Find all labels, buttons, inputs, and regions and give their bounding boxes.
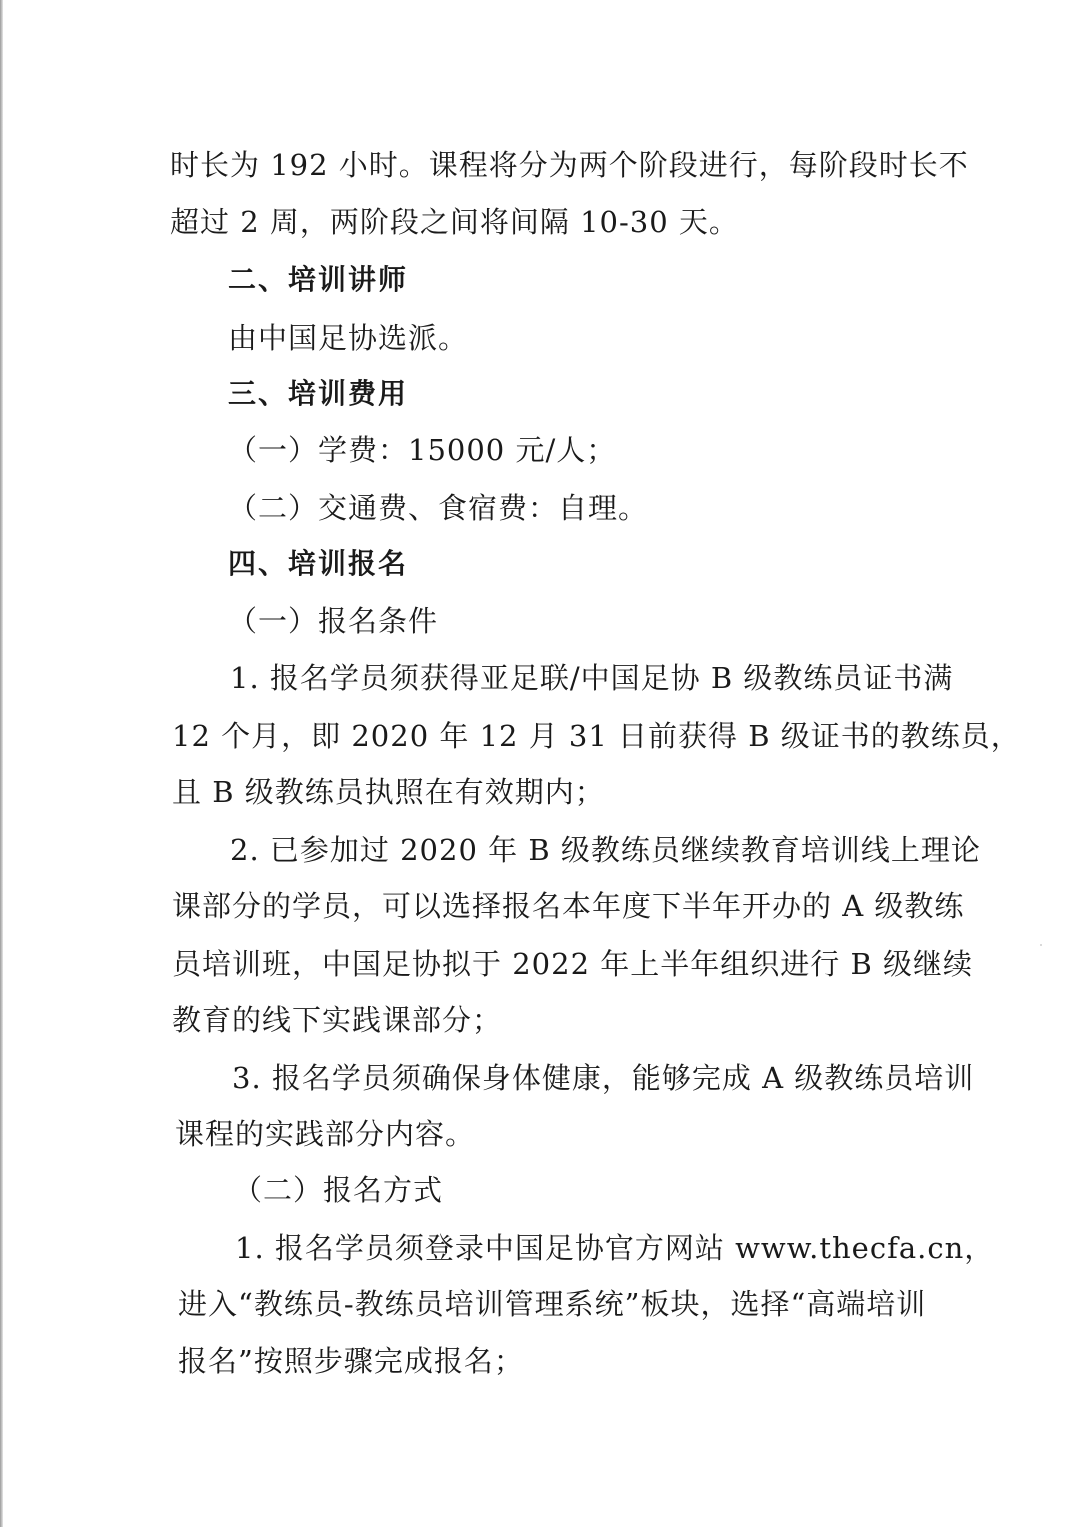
body-line: 超过 2 周，两阶段之间将间隔 10-30 天。 bbox=[170, 205, 739, 239]
body-line: 课部分的学员，可以选择报名本年度下半年开办的 A 级教练 bbox=[172, 889, 965, 923]
body-line: 12 个月，即 2020 年 12 月 31 日前获得 B 级证书的教练员， bbox=[172, 719, 1021, 753]
subsection-heading: （二）报名方式 bbox=[233, 1173, 444, 1207]
body-line: （一）学费：15000 元/人； bbox=[228, 433, 617, 467]
subsection-heading: （一）报名条件 bbox=[228, 604, 439, 638]
section-heading: 四、培训报名 bbox=[228, 547, 409, 580]
body-line: 进入“教练员-教练员培训管理系统”板块，选择“高端培训 bbox=[178, 1287, 927, 1321]
body-line: （二）交通费、食宿费：自理。 bbox=[228, 491, 649, 525]
body-line: 2. 已参加过 2020 年 B 级教练员继续教育培训线上理论 bbox=[230, 833, 981, 867]
section-heading: 二、培训讲师 bbox=[228, 263, 409, 296]
body-line: 员培训班，中国足协拟于 2022 年上半年组织进行 B 级继续 bbox=[172, 947, 973, 981]
body-line: 报名”按照步骤完成报名； bbox=[178, 1344, 524, 1378]
body-line: 1. 报名学员须获得亚足联/中国足协 B 级教练员证书满 bbox=[230, 661, 954, 695]
body-line: 课程的实践部分内容。 bbox=[175, 1117, 476, 1151]
body-line: 3. 报名学员须确保身体健康，能够完成 A 级教练员培训 bbox=[232, 1061, 975, 1095]
body-line: 由中国足协选派。 bbox=[228, 321, 469, 355]
section-heading: 三、培训费用 bbox=[228, 377, 409, 410]
body-line: 1. 报名学员须登录中国足协官方网站 www.thecfa.cn， bbox=[235, 1231, 995, 1265]
body-line: 且 B 级教练员执照在有效期内； bbox=[172, 775, 605, 809]
body-line: 教育的线下实践课部分； bbox=[172, 1003, 503, 1037]
body-line: 时长为 192 小时。课程将分为两个阶段进行，每阶段时长不 bbox=[170, 148, 969, 182]
